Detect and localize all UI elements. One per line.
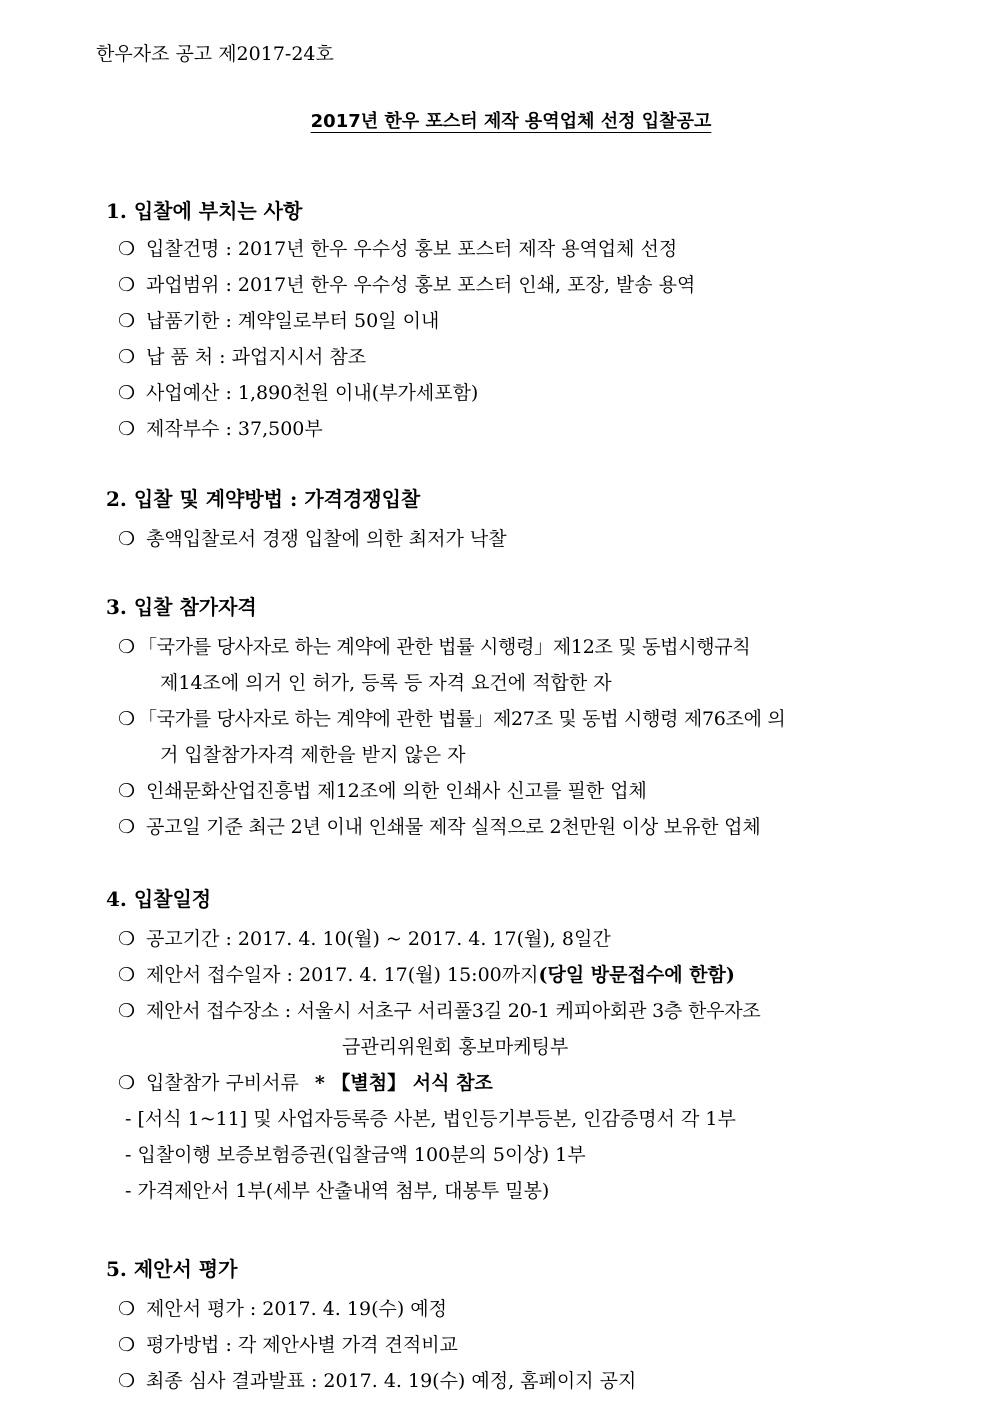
item-text: 제안서 접수장소 : 서울시 서초구 서리풀3길 20-1 케피아회관 3층 한우자조 [146, 1000, 761, 1022]
item-text: 공고일 기준 최근 2년 이내 인쇄물 제작 실적으로 2천만원 이상 보유한 업체 [146, 816, 761, 838]
bullet-icon: ❍ [118, 274, 136, 296]
bullet-icon: ❍ [118, 238, 136, 260]
item-text: 평가방법 : 각 제안사별 가격 견적비교 [146, 1334, 458, 1356]
section-4-item [118, 923, 611, 955]
item-text: 납품기한 : 계약일로부터 50일 이내 [146, 310, 440, 332]
bullet-icon: ❍ [118, 528, 136, 550]
item-text: 납 품 처 : 과업지시서 참조 [146, 346, 367, 368]
sub-item: - [서식 1~11] 및 사업자등록증 사본, 법인등기부등본, 인감증명서 각 1부 [125, 1108, 736, 1130]
sub-item: - 가격제안서 1부(세부 산출내역 첨부, 대봉투 밀봉) [125, 1180, 550, 1202]
section-1-item [118, 413, 323, 445]
item-text: 총액입찰로서 경쟁 입찰에 의한 최저가 낙찰 [146, 528, 507, 550]
section-4-heading: 4. 입찰일정 [106, 887, 212, 911]
docs-note: * 【별첨】 서식 참조 [314, 1072, 493, 1094]
section-5-item [118, 1329, 458, 1361]
item-text: 「국가를 당사자로 하는 계약에 관한 법률」제27조 및 동법 시행령 제76조에 의 [138, 708, 786, 730]
section-2-item [118, 523, 507, 555]
section-1-item [118, 269, 695, 301]
section-2-heading: 2. 입찰 및 계약방법 : 가격경쟁입찰 [106, 487, 421, 511]
item-text: 최종 심사 결과발표 : 2017. 4. 19(수) 예정, 홈페이지 공지 [146, 1370, 637, 1392]
sub-item: - 입찰이행 보증보험증권(입찰금액 100분의 5이상) 1부 [125, 1144, 586, 1166]
section-1-item [118, 377, 478, 409]
bullet-icon: ❍ [118, 964, 136, 986]
item-text: 입찰참가 구비서류 [146, 1072, 299, 1094]
bullet-icon: ❍ [118, 780, 136, 802]
bullet-icon: ❍ [118, 1298, 136, 1320]
section-3-item [118, 811, 760, 843]
bullet-icon: ❍ [118, 418, 136, 440]
item-text: 입찰건명 : 2017년 한우 우수성 홍보 포스터 제작 용역업체 선정 [146, 238, 678, 260]
section-4-item [118, 995, 761, 1027]
section-5-heading: 5. 제안서 평가 [106, 1257, 238, 1281]
bullet-icon: ❍ [118, 1370, 136, 1392]
item-text: 제안서 평가 : 2017. 4. 19(수) 예정 [146, 1298, 447, 1320]
bullet-icon: ❍ [118, 816, 135, 838]
section-3-item [118, 775, 647, 807]
section-3-heading: 3. 입찰 참가자격 [106, 595, 257, 619]
item-text: 「국가를 당사자로 하는 계약에 관한 법률 시행령」제12조 및 동법시행규칙 [138, 636, 751, 658]
bullet-icon: ❍ [118, 310, 136, 332]
section-4-item [118, 959, 735, 991]
section-3-item [118, 703, 785, 735]
section-1-item [118, 305, 439, 337]
item-text: 과업범위 : 2017년 한우 우수성 홍보 포스터 인쇄, 포장, 발송 용역 [146, 274, 696, 296]
item-continuation: 제14조에 의거 인 허가, 등록 등 자격 요건에 적합한 자 [160, 672, 612, 694]
item-text: 인쇄문화산업진흥법 제12조에 의한 인쇄사 신고를 필한 업체 [146, 780, 647, 802]
notice-number: 한우자조 공고 제2017-24호 [96, 43, 334, 65]
section-1-heading: 1. 입찰에 부치는 사항 [106, 199, 303, 223]
document-title: 2017년 한우 포스터 제작 용역업체 선정 입찰공고 [310, 111, 712, 132]
bullet-icon: ❍ [118, 346, 136, 368]
item-text: 제안서 접수일자 : 2017. 4. 17(월) 15:00까지 [146, 964, 539, 986]
item-text: 공고기간 : 2017. 4. 10(월) ~ 2017. 4. 17(월), 8일간 [146, 928, 611, 950]
bullet-icon: ❍ [118, 382, 136, 404]
bullet-icon: ❍ [118, 1072, 136, 1094]
bullet-icon: ❍ [118, 1000, 135, 1022]
section-1-item [118, 341, 366, 373]
item-text: 사업예산 : 1,890천원 이내(부가세포함) [146, 382, 479, 404]
item-continuation: 금관리위원회 홍보마케팅부 [342, 1036, 569, 1058]
section-5-item [118, 1293, 447, 1325]
bullet-icon: ❍ [118, 708, 135, 730]
bullet-icon: ❍ [118, 636, 135, 658]
bullet-icon: ❍ [118, 928, 136, 950]
item-text: 제작부수 : 37,500부 [146, 418, 323, 440]
section-5-item [118, 1365, 636, 1397]
section-4-item [118, 1067, 493, 1099]
deadline-note: (당일 방문접수에 한함) [538, 964, 735, 986]
item-continuation: 거 입찰참가자격 제한을 받지 않은 자 [160, 744, 466, 766]
bullet-icon: ❍ [118, 1334, 136, 1356]
section-1-item [118, 233, 677, 265]
section-3-item [118, 631, 750, 663]
